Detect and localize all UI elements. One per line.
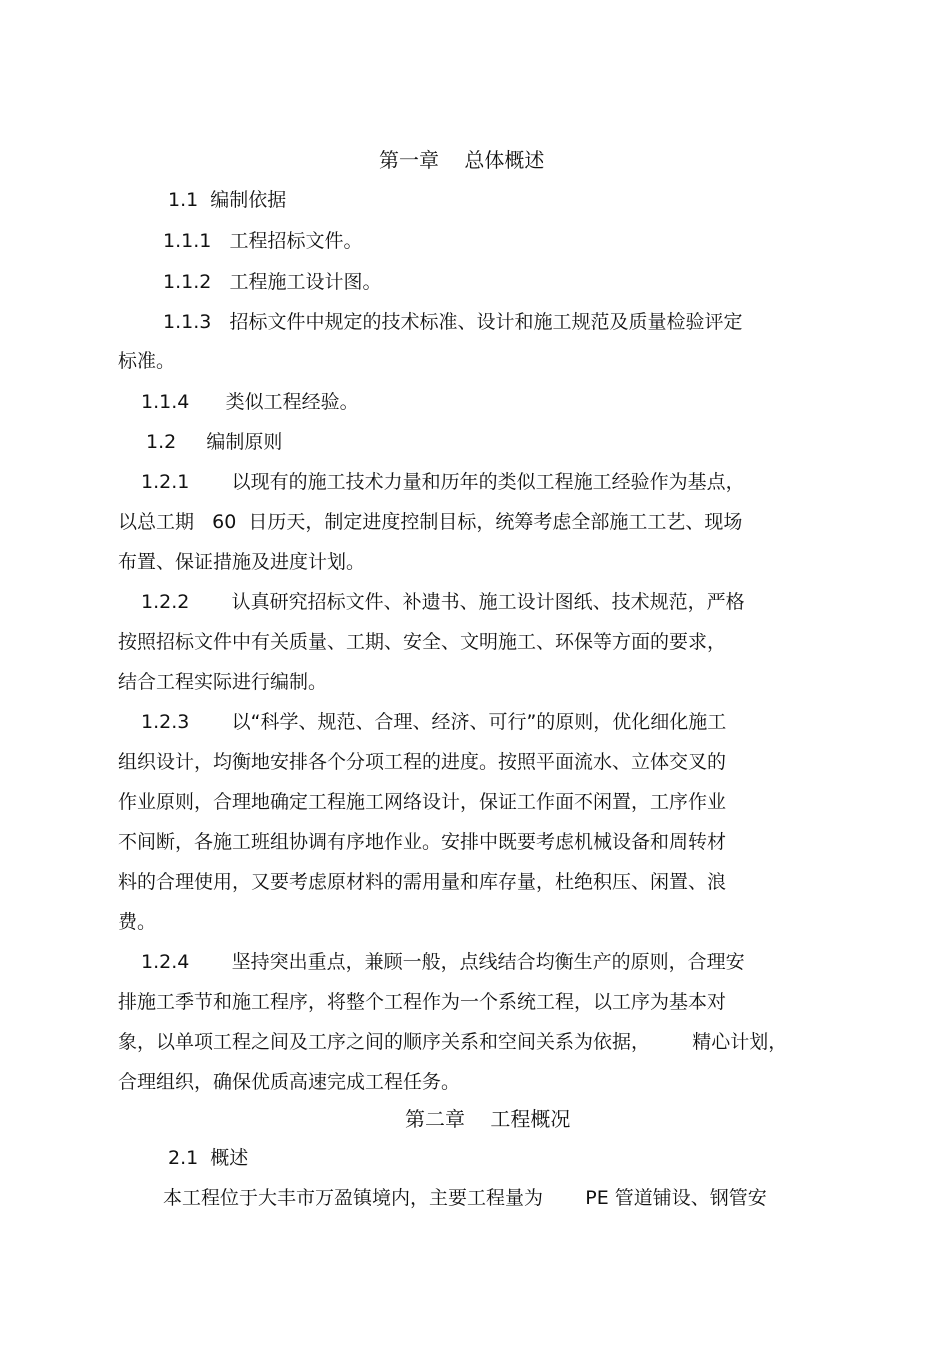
item-1-2-1-line-2: 以总工期 60 日历天，制定进度控制目标，统筹考虑全部施工工艺、现场 — [118, 511, 743, 533]
item-1-2-3-line-6: 费。 — [118, 911, 157, 933]
section-2-1-line-1: 本工程位于大丰市万盈镇境内，主要工程量为 PE 管道铺设、钢管安 — [163, 1187, 767, 1209]
item-1-2-2-line-3: 结合工程实际进行编制。 — [118, 671, 328, 693]
item-1-1-2: 1.1.2 工程施工设计图。 — [163, 271, 382, 293]
item-1-2-3-line-3: 作业原则，合理地确定工程施工网络设计，保证工作面不闲置，工序作业 — [118, 791, 727, 813]
item-1-2-3-line-5: 料的合理使用，又要考虑原材料的需用量和库存量，杜绝积压、闲置、浪 — [118, 871, 727, 893]
item-1-2-4-line-4: 合理组织，确保优质高速完成工程任务。 — [118, 1071, 461, 1093]
item-1-1-4: 1.1.4 类似工程经验。 — [141, 391, 359, 413]
item-1-2-1-line-1: 1.2.1 以现有的施工技术力量和历年的类似工程施工经验作为基点， — [141, 471, 745, 493]
section-1-2-heading: 1.2 编制原则 — [146, 431, 283, 453]
section-1-1-heading: 1.1 编制依据 — [168, 189, 287, 211]
item-1-2-2-line-2: 按照招标文件中有关质量、工期、安全、文明施工、环保等方面的要求， — [118, 631, 727, 653]
item-1-2-1-line-3: 布置、保证措施及进度计划。 — [118, 551, 366, 573]
item-1-2-3-line-1: 1.2.3 以“科学、规范、合理、经济、可行”的原则，优化细化施工 — [141, 711, 727, 733]
chapter-1-title: 第一章 总体概述 — [379, 148, 545, 172]
item-1-2-4-line-1: 1.2.4 坚持突出重点，兼顾一般，点线结合均衡生产的原则，合理安 — [141, 951, 745, 973]
chapter-2-title: 第二章 工程概况 — [405, 1107, 571, 1131]
item-1-1-3-line-1: 1.1.3 招标文件中规定的技术标准、设计和施工规范及质量检验评定 — [163, 311, 743, 333]
item-1-2-4-line-2: 排施工季节和施工程序，将整个工程作为一个系统工程，以工序为基本对 — [118, 991, 727, 1013]
section-2-1-heading: 2.1 概述 — [168, 1147, 249, 1169]
item-1-2-3-line-2: 组织设计，均衡地安排各个分项工程的进度。按照平面流水、立体交叉的 — [118, 751, 727, 773]
item-1-2-3-line-4: 不间断，各施工班组协调有序地作业。安排中既要考虑机械设备和周转材 — [118, 831, 727, 853]
item-1-2-2-line-1: 1.2.2 认真研究招标文件、补遗书、施工设计图纸、技术规范，严格 — [141, 591, 745, 613]
item-1-1-3-line-2: 标准。 — [118, 350, 176, 372]
item-1-1-1: 1.1.1 工程招标文件。 — [163, 230, 363, 252]
item-1-2-4-line-3: 象，以单项工程之间及工序之间的顺序关系和空间关系为依据， 精心计划， — [118, 1031, 788, 1053]
